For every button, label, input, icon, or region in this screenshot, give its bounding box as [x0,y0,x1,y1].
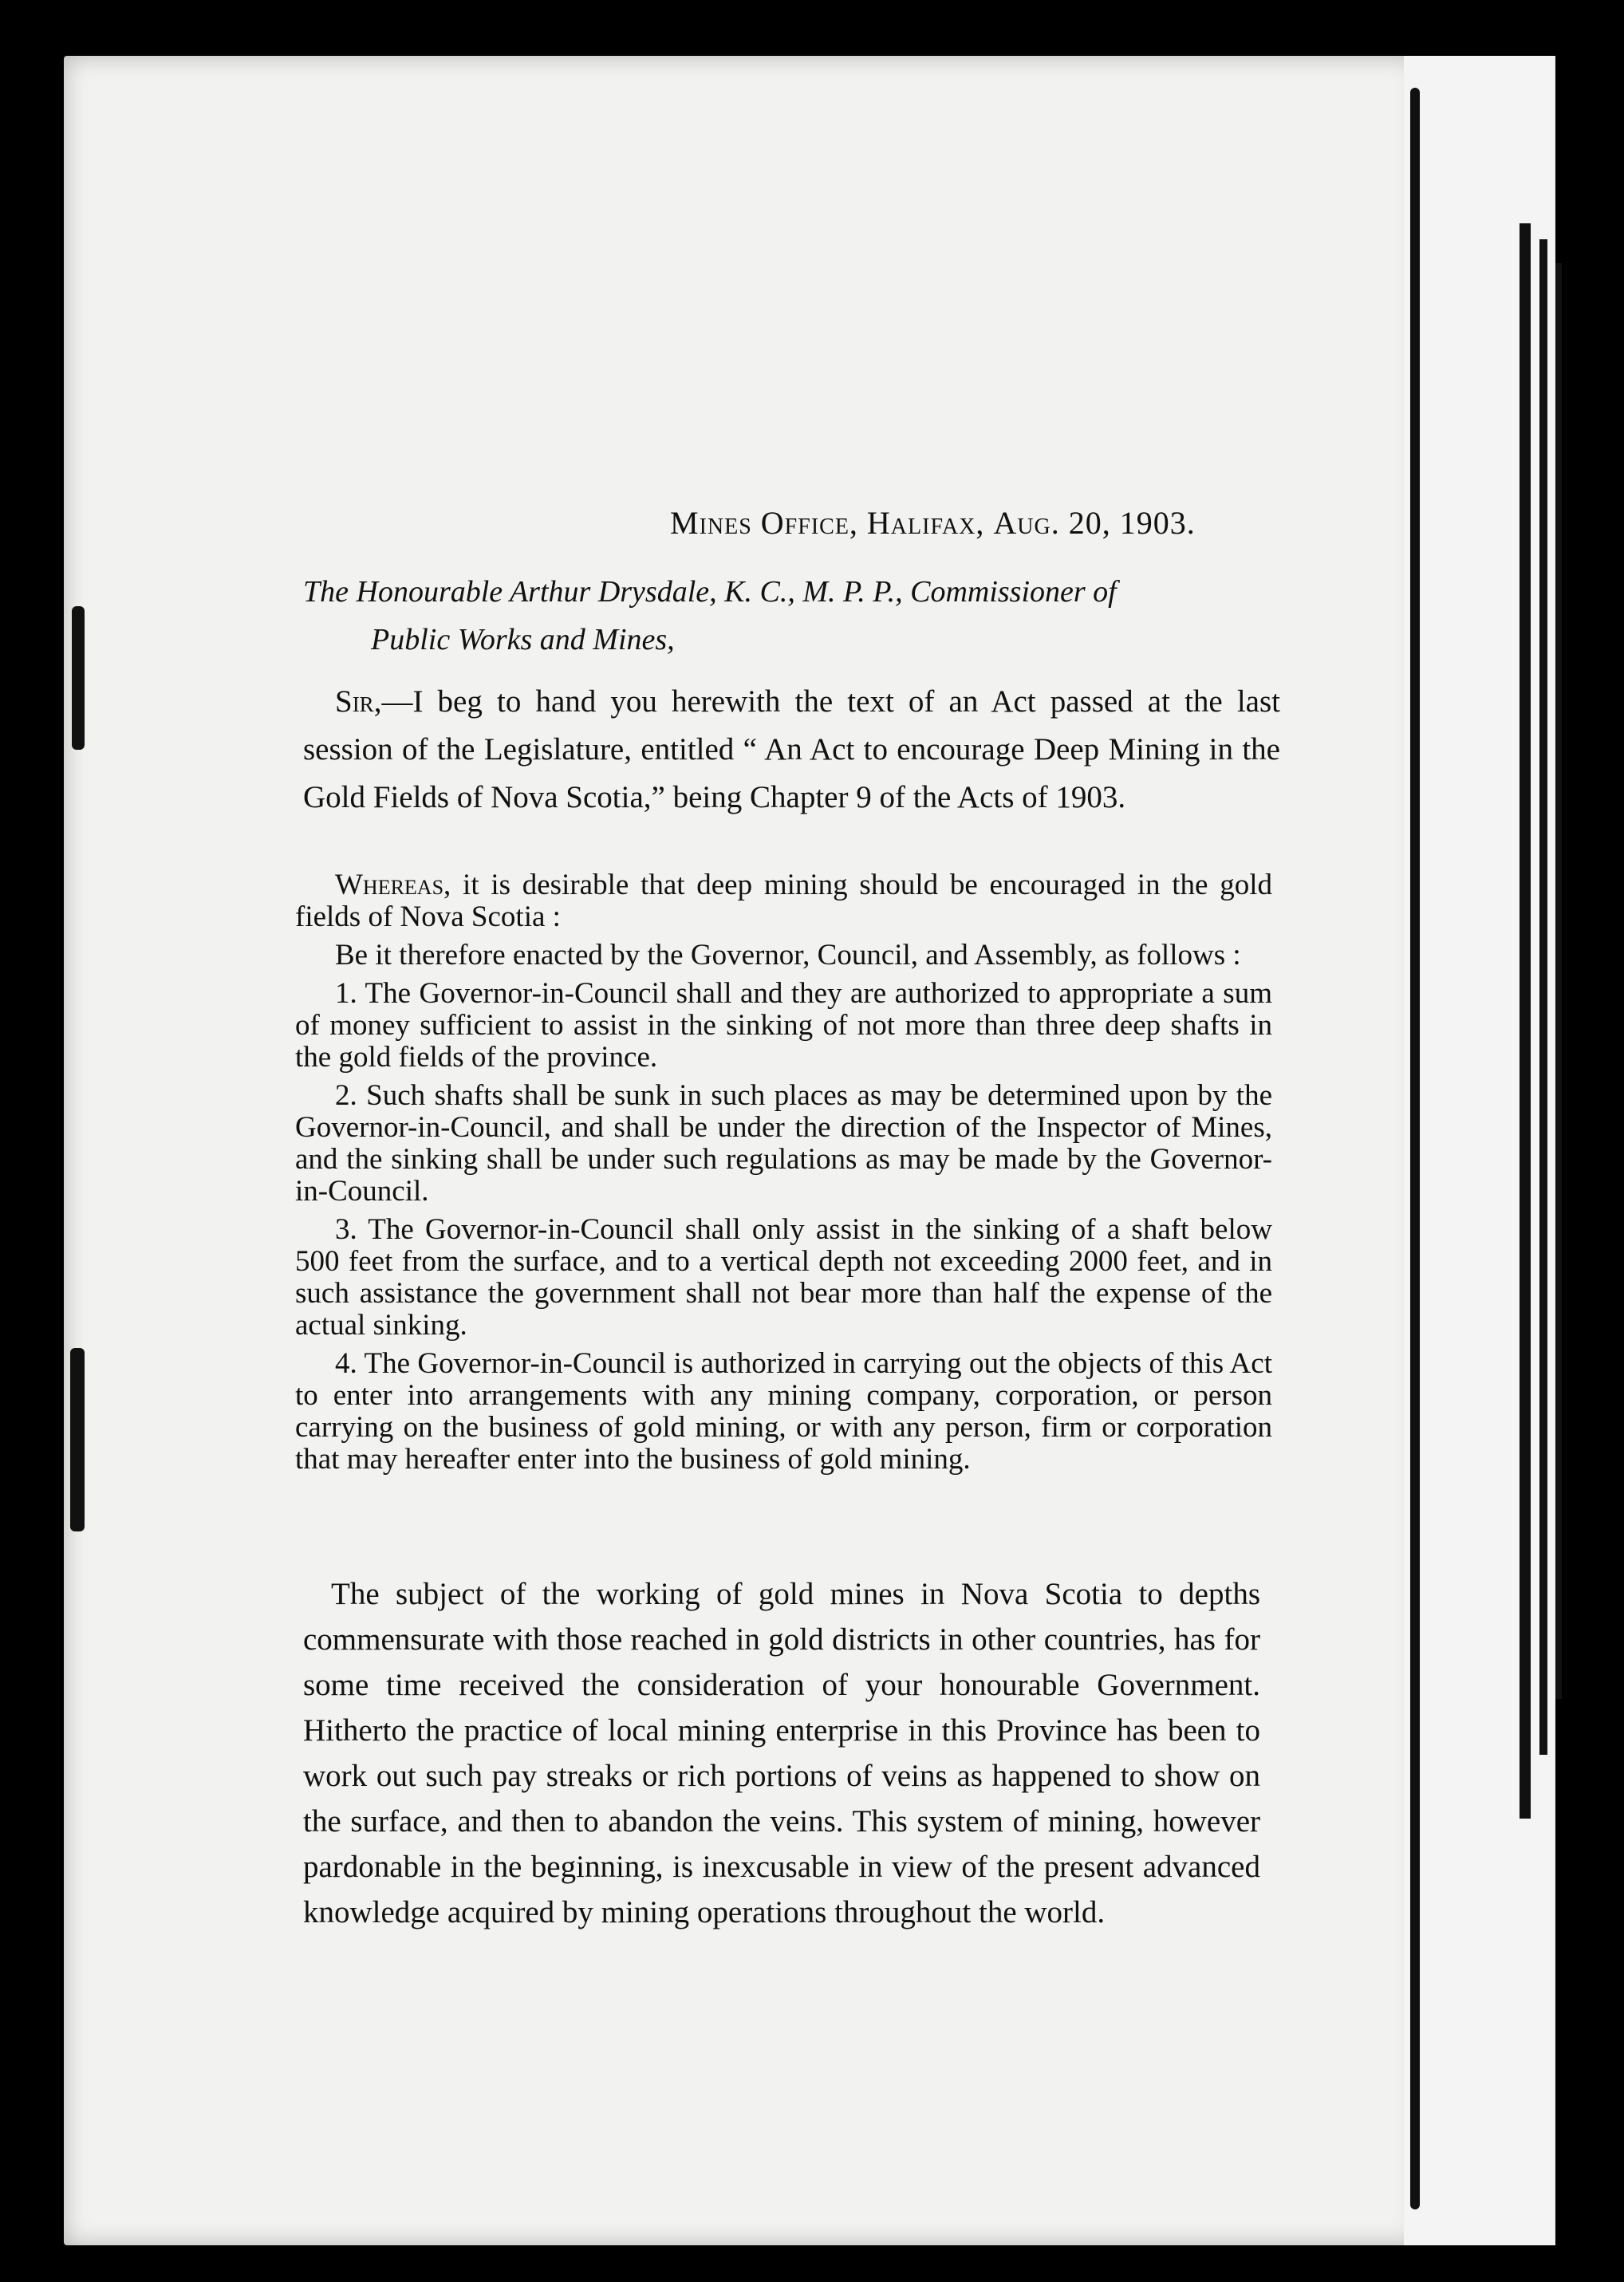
page-stack-edge-3 [1555,263,1562,1699]
scan-mark-left-upper [72,606,85,750]
page-edge-line [1410,88,1420,2209]
letter-text: —I beg to hand you herewith the text of an Act passed at the last session of the Legislature, entitled “ An Act to encourage Deep Mining in the Gold Fields of Nova Scotia,” being Chapter 9 of the Acts of 1903. [303,684,1280,814]
section-text: Such shafts shall be sunk in such places as may be determined upon by the Governor-in-Council, and shall be under the direction of the Inspector of Mines, and the sinking shall be under such regulations as may be made by the Governor-in-Council. [295,1079,1272,1208]
section-number: 4. [335,1347,357,1380]
report-paragraph: The subject of the working of gold mines in Nova Scotia to depths commensurate with those reached in gold districts in other countries, has for some time received the consideration of your honourable Government. Hitherto the practice of local mining enterprise in this Province has been to work out such pay streaks or rich portions of veins as happened to show on the surface, and then to abandon the veins. This system of mining, however pardonable in the beginning, is inexcusable in view of the present advanced knowledge acquired by mining operations throughout the world. [303,1577,1260,1929]
act-section-4 [295,1348,1272,1476]
dateline-office: Mines Office, Halifax, [670,505,985,541]
addressee [303,568,1300,664]
addressee-line-1: The Honourable Arthur Drysdale, K. C., M. P. P., Commissioner of [303,575,1117,609]
salutation: Sir, [335,684,382,719]
report-body [303,1571,1260,1935]
addressee-line-2: Public Works and Mines, [371,623,675,656]
act-enacting-clause: Be it therefore enacted by the Governor, Council, and Assembly, as follows : [335,939,1241,972]
act-section-1 [295,978,1272,1074]
whereas-text: it is desirable that deep mining should be encouraged in the gold fields of Nova Scotia : [295,869,1272,933]
dateline [670,504,1196,542]
page-stack-edge-1 [1520,223,1531,1819]
scan-mark-left-lower [70,1348,85,1531]
page-stack-edge-2 [1539,239,1547,1755]
act-section-2 [295,1080,1272,1208]
section-number: 3. [335,1213,357,1246]
act-text [295,869,1272,1482]
section-text: The Governor-in-Council shall only assist in the sinking of a shaft below 500 feet from the surface, and to a vertical depth not exceeding 2000 feet, and in such assistance the government shall not bear more than half the expense of the actual sinking. [295,1213,1272,1342]
section-text: The Governor-in-Council shall and they are authorized to appropriate a sum of money sufficient to assist in the sinking of not more than three deep shafts in the gold fields of the province. [295,977,1272,1074]
section-number: 1. [335,977,357,1010]
letter-paragraph [303,678,1280,822]
page-right-margin [1404,56,1555,2245]
section-number: 2. [335,1079,357,1112]
dateline-date: Aug. 20, 1903. [993,505,1196,541]
letter-body [303,678,1280,822]
whereas-lead: Whereas, [335,869,451,901]
section-text: The Governor-in-Council is authorized in carrying out the objects of this Act to enter into arrangements with any mining company, corporation, or person carrying on the business of gold mining, or with any person, firm or corporation that may hereafter enter into the business of gold mining. [295,1347,1272,1476]
act-preamble [295,869,1272,933]
act-section-3 [295,1214,1272,1342]
